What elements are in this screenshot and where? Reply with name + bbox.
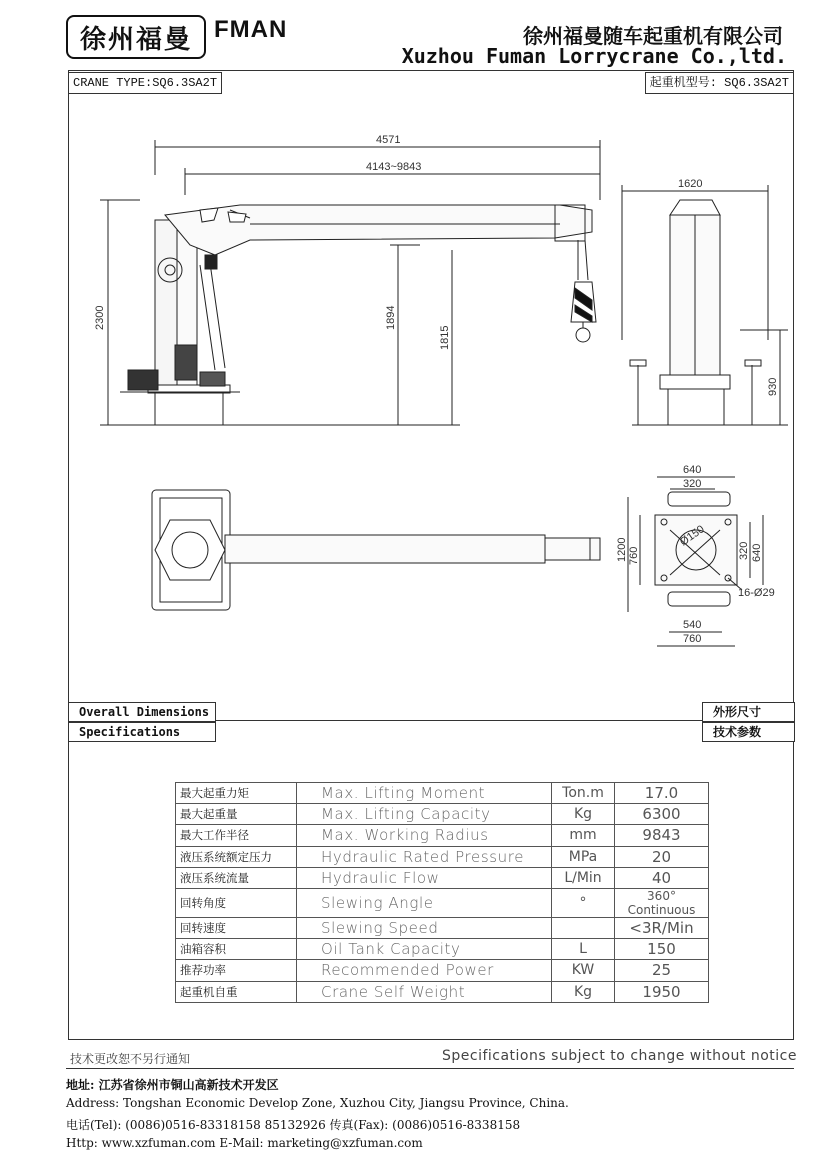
- spec-unit: KW: [552, 960, 615, 981]
- crane-type-label-cn: 起重机型号: SQ6.3SA2T: [645, 72, 794, 94]
- specifications-table: [175, 782, 709, 1003]
- dim-320-top: 320: [683, 478, 702, 490]
- dim-bolt-holes: 16-Ø29: [738, 587, 775, 599]
- spec-label-cn: 起重机自重: [176, 981, 297, 1002]
- dim-4571: 4571: [376, 134, 401, 146]
- change-notice-cn: 技术更改恕不另行通知: [70, 1052, 191, 1066]
- spec-label-en: Max. Working Radius: [297, 825, 552, 846]
- spec-row: [176, 867, 709, 888]
- spec-label-en: Slewing Speed: [297, 917, 552, 938]
- dim-320-right: 320: [738, 541, 750, 560]
- crane-type-label: CRANE TYPE:SQ6.3SA2T: [68, 72, 222, 94]
- spec-row: [176, 783, 709, 804]
- address-cn: 地址: 江苏省徐州市铜山高新技术开发区: [66, 1078, 279, 1092]
- spec-value: 20: [615, 846, 709, 867]
- brand-name: FMAN: [214, 16, 288, 43]
- spec-value: 17.0: [615, 783, 709, 804]
- spec-row: [176, 981, 709, 1002]
- dim-boom-length: 4143~9843: [366, 161, 422, 173]
- specifications-label-cn: 技术参数: [702, 722, 795, 742]
- spec-row: [176, 939, 709, 960]
- spec-label-cn: 液压系统额定压力: [176, 846, 297, 867]
- spec-row: [176, 825, 709, 846]
- spec-label-cn: 最大工作半径: [176, 825, 297, 846]
- spec-value: <3R/Min: [615, 917, 709, 938]
- spec-label-en: Slewing Angle: [297, 888, 552, 917]
- address-en: Address: Tongshan Economic Develop Zone, Xuzhou City, Jiangsu Province, China.: [66, 1096, 569, 1110]
- spec-unit: L: [552, 939, 615, 960]
- overall-dimensions-label: Overall Dimensions: [68, 702, 216, 722]
- spec-unit: [552, 917, 615, 938]
- contact-web-email: Http: www.xzfuman.com E-Mail: marketing@xzfuman.com: [66, 1136, 423, 1150]
- spec-label-cn: 油箱容积: [176, 939, 297, 960]
- spec-label-cn: 最大起重力矩: [176, 783, 297, 804]
- spec-row: [176, 917, 709, 938]
- spec-value: 25: [615, 960, 709, 981]
- spec-row: [176, 846, 709, 867]
- spec-label-en: Max. Lifting Capacity: [297, 804, 552, 825]
- spec-value: 6300: [615, 804, 709, 825]
- spec-unit: Kg: [552, 804, 615, 825]
- spec-unit: mm: [552, 825, 615, 846]
- spec-label-en: Recommended Power: [297, 960, 552, 981]
- spec-label-en: Max. Lifting Moment: [297, 783, 552, 804]
- footer-divider: [66, 1068, 794, 1069]
- spec-label-en: Hydraulic Rated Pressure: [297, 846, 552, 867]
- dim-760-left: 760: [628, 546, 640, 565]
- company-name-en: Xuzhou Fuman Lorrycrane Co.,ltd.: [401, 44, 787, 68]
- spec-value: 1950: [615, 981, 709, 1002]
- front-view-crane: [622, 185, 788, 425]
- spec-label-cn: 液压系统流量: [176, 867, 297, 888]
- dim-540: 540: [683, 619, 702, 631]
- spec-row: [176, 960, 709, 981]
- plan-view-crane: [152, 490, 600, 610]
- contact-tel-fax: 电话(Tel): (0086)0516-83318158 85132926 传真(Fax): (0086)0516-8338158: [66, 1118, 521, 1132]
- spec-label-cn: 回转速度: [176, 917, 297, 938]
- spec-row: [176, 804, 709, 825]
- dim-930: 930: [767, 377, 779, 396]
- spec-label-cn: 最大起重量: [176, 804, 297, 825]
- change-notice-en: Specifications subject to change without notice: [441, 1048, 797, 1064]
- dim-640-top: 640: [683, 464, 702, 476]
- dim-640-right: 640: [751, 543, 763, 562]
- spec-label-en: Oil Tank Capacity: [297, 939, 552, 960]
- side-view-crane: [100, 140, 600, 425]
- spec-value: 360° Continuous: [615, 888, 709, 917]
- dim-2300: 2300: [94, 305, 106, 330]
- spec-label-en: Hydraulic Flow: [297, 867, 552, 888]
- spec-row: [176, 888, 709, 917]
- spec-unit: Ton.m: [552, 783, 615, 804]
- dim-760-bottom: 760: [683, 633, 702, 645]
- spec-label-cn: 推荐功率: [176, 960, 297, 981]
- spec-unit: L/Min: [552, 867, 615, 888]
- dim-1620: 1620: [678, 178, 703, 190]
- specifications-label: Specifications: [68, 722, 216, 742]
- spec-unit: Kg: [552, 981, 615, 1002]
- section-divider: [215, 720, 702, 721]
- spec-label-en: Crane Self Weight: [297, 981, 552, 1002]
- spec-value: 9843: [615, 825, 709, 846]
- company-name-cn: 徐州福曼随车起重机有限公司: [523, 24, 783, 48]
- dim-1815: 1815: [439, 325, 451, 350]
- overall-dimensions-label-cn: 外形尺寸: [702, 702, 795, 722]
- dim-diameter-150: Ø150: [677, 523, 707, 549]
- spec-value: 150: [615, 939, 709, 960]
- logo-text: 徐州福曼: [79, 24, 192, 55]
- spec-value: 40: [615, 867, 709, 888]
- dim-1894: 1894: [385, 305, 397, 330]
- spec-label-cn: 回转角度: [176, 888, 297, 917]
- dim-1200: 1200: [616, 537, 628, 562]
- spec-unit: °: [552, 888, 615, 917]
- spec-unit: MPa: [552, 846, 615, 867]
